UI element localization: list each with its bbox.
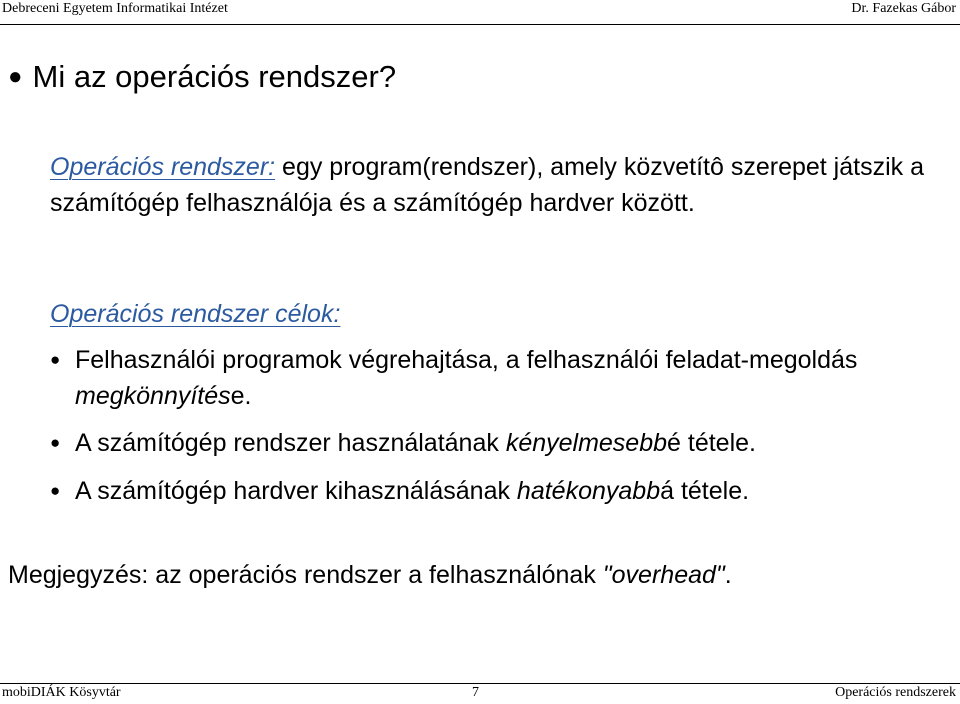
page-number: 7 xyxy=(472,685,479,700)
footer-course: Operációs rendszerek xyxy=(835,685,956,700)
goal-text-part: A számítógép rendszer használatának xyxy=(75,429,506,457)
goal-emphasis: hatékonyabb xyxy=(516,477,661,505)
goal-text xyxy=(75,473,950,509)
definition-paragraph xyxy=(50,149,950,221)
page-footer xyxy=(0,683,960,704)
header-institution: Debreceni Egyetem Informatikai Intézet xyxy=(2,1,228,16)
bullet-icon: ● xyxy=(50,433,61,452)
goal-item xyxy=(50,473,950,509)
bullet-icon: ● xyxy=(50,481,61,500)
goals-heading: Operációs rendszer célok: xyxy=(50,300,341,328)
goal-text xyxy=(75,425,950,461)
note-paragraph xyxy=(8,557,732,593)
footer-library: mobiDIÁK Kösyvtár xyxy=(2,685,121,700)
bullet-icon: ● xyxy=(50,350,61,369)
note-emphasis: "overhead" xyxy=(602,561,725,589)
goal-emphasis: megkönnyítés xyxy=(75,382,231,410)
page-header xyxy=(0,0,960,25)
goal-text-part: e. xyxy=(230,382,252,410)
goal-text-part: A számítógép hardver kihasználásának xyxy=(75,477,517,505)
title-row xyxy=(8,58,396,95)
goal-emphasis: kényelmesebb xyxy=(505,429,668,457)
note-text: . xyxy=(724,561,732,589)
goal-item xyxy=(50,342,950,414)
goal-text-part: Felhasználói programok végrehajtása, a felhasználói feladat-megoldás xyxy=(75,346,858,374)
goal-item xyxy=(50,425,950,461)
definition-term: Operációs rendszer: xyxy=(50,153,276,181)
definition-text: egy program(rendszer), amely közvetítô szerepet játszik a számítógép felhasználója és a számítógép hardver között. xyxy=(50,153,924,217)
goal-text xyxy=(75,342,950,414)
goal-text-part: é tétele. xyxy=(667,429,756,457)
header-author: Dr. Fazekas Gábor xyxy=(851,1,956,16)
page-title: Mi az operációs rendszer? xyxy=(32,59,397,94)
note-text: Megjegyzés: az operációs rendszer a felhasználónak xyxy=(8,561,603,589)
bullet-icon: ● xyxy=(8,62,23,90)
goal-text-part: á tétele. xyxy=(660,477,750,505)
